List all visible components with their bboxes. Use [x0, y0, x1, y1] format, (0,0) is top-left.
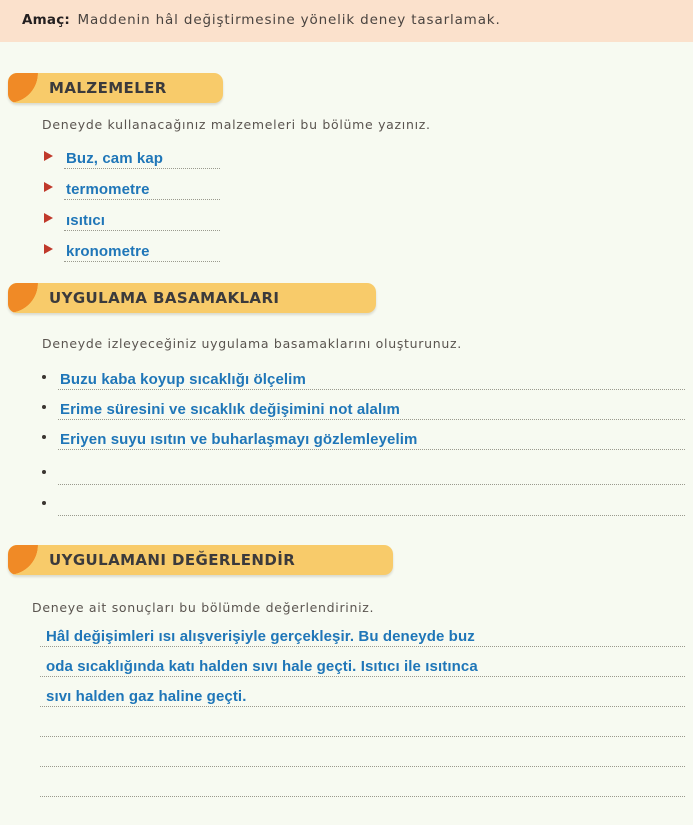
answer-rule	[40, 646, 685, 647]
triangle-bullet-icon	[44, 213, 53, 223]
answer-rule	[64, 168, 220, 169]
triangle-bullet-icon	[44, 244, 53, 254]
answer-rule	[58, 484, 685, 485]
dot-bullet-icon	[42, 501, 46, 505]
step-value-1: Buzu kaba koyup sıcaklığı ölçelim	[60, 371, 306, 388]
material-value-1: Buz, cam kap	[66, 150, 164, 167]
evaluation-value-2: oda sıcaklığında katı halden sıvı hale geçti. Isıtıcı ile ısıtınca	[46, 658, 478, 675]
section-header-uygulamani-degerlendir	[8, 545, 321, 575]
answer-rule	[58, 449, 685, 450]
evaluation-row-2[interactable]	[40, 651, 685, 677]
answer-rule	[64, 230, 220, 231]
dot-bullet-icon	[42, 405, 46, 409]
answer-rule	[40, 706, 685, 707]
answer-rule	[58, 515, 685, 516]
triangle-bullet-icon	[44, 182, 53, 192]
prompt-uygulama-basamaklari: Deneyde izleyeceğiniz uygulama basamaklarını oluşturunuz.	[42, 336, 462, 351]
triangle-bullet-icon	[44, 151, 53, 161]
section-title-uygulama-basamaklari: UYGULAMA BASAMAKLARI	[49, 289, 280, 307]
step-row-5[interactable]	[40, 490, 685, 516]
answer-rule	[40, 796, 685, 797]
material-row-2[interactable]	[44, 174, 220, 200]
answer-rule	[40, 676, 685, 677]
answer-rule	[40, 736, 685, 737]
evaluation-row-1[interactable]	[40, 621, 685, 647]
answer-rule	[64, 199, 220, 200]
prompt-malzemeler: Deneyde kullanacağınız malzemeleri bu bölüme yazınız.	[42, 117, 431, 132]
answer-rule	[58, 389, 685, 390]
section-header-malzemeler	[8, 73, 193, 103]
dot-bullet-icon	[42, 375, 46, 379]
dot-bullet-icon	[42, 435, 46, 439]
evaluation-row-4[interactable]	[40, 711, 685, 737]
prompt-uygulamani-degerlendir: Deneye ait sonuçları bu bölümde değerlendiriniz.	[32, 600, 375, 615]
evaluation-row-3[interactable]	[40, 681, 685, 707]
evaluation-row-6[interactable]	[40, 771, 685, 797]
step-row-1[interactable]	[40, 364, 685, 390]
material-value-2: termometre	[66, 181, 150, 198]
step-row-2[interactable]	[40, 394, 685, 420]
section-title-malzemeler: MALZEMELER	[49, 79, 167, 97]
material-row-1[interactable]	[44, 143, 220, 169]
answer-rule	[58, 419, 685, 420]
evaluation-value-3: sıvı halden gaz haline geçti.	[46, 688, 247, 705]
material-value-4: kronometre	[66, 243, 150, 260]
answer-rule	[40, 766, 685, 767]
dot-bullet-icon	[42, 470, 46, 474]
answer-rule	[64, 261, 220, 262]
step-value-2: Erime süresini ve sıcaklık değişimini not alalım	[60, 401, 400, 418]
purpose-text: Maddenin hâl değiştirmesine yönelik deney tasarlamak.	[77, 12, 501, 28]
step-row-3[interactable]	[40, 424, 685, 450]
section-title-uygulamani-degerlendir: UYGULAMANI DEĞERLENDİR	[49, 551, 296, 569]
step-row-4[interactable]	[40, 459, 685, 485]
tab-shape-uygulamani-degerlendir	[8, 545, 321, 575]
tab-shape-malzemeler	[8, 73, 193, 103]
purpose-banner	[0, 0, 693, 42]
material-row-4[interactable]	[44, 236, 220, 262]
purpose-label: Amaç:	[22, 12, 71, 28]
section-header-uygulama-basamaklari	[8, 283, 305, 313]
tab-shape-uygulama-basamaklari	[8, 283, 305, 313]
step-value-3: Eriyen suyu ısıtın ve buharlaşmayı gözlemleyelim	[60, 431, 418, 448]
material-value-3: ısıtıcı	[66, 212, 106, 229]
evaluation-row-5[interactable]	[40, 741, 685, 767]
material-row-3[interactable]	[44, 205, 220, 231]
evaluation-value-1: Hâl değişimleri ısı alışverişiyle gerçekleşir. Bu deneyde buz	[46, 628, 475, 645]
